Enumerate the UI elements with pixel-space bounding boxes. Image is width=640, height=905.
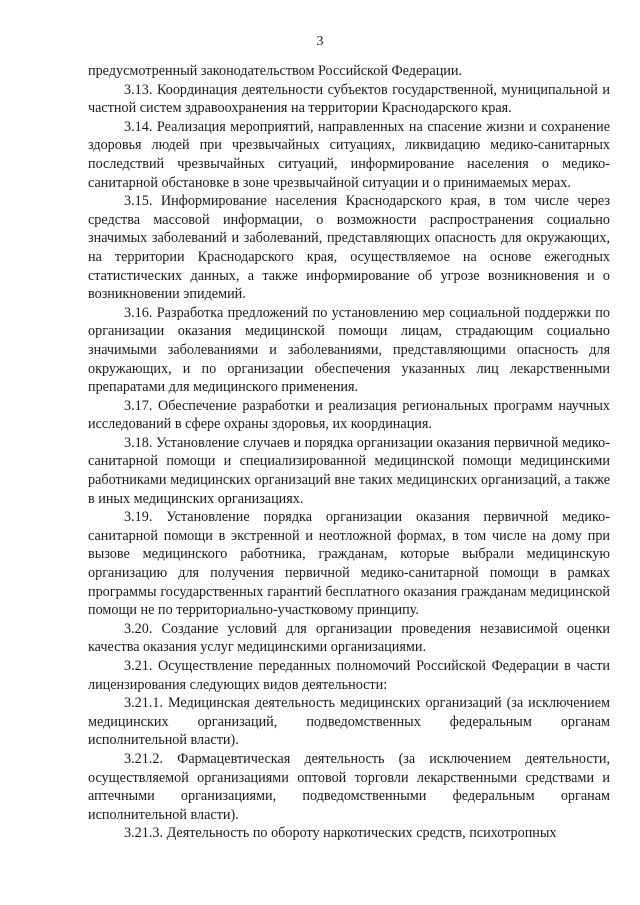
paragraph-3-21-3: 3.21.3. Деятельность по обороту наркотических средств, психотропных: [124, 825, 557, 842]
paragraph-3-18: 3.18. Установление случаев и порядка организации оказания первичной медико-санитарной помощи и специализированной медицинской помощи медицинскими работниками медицинских организаций вне таких медицинских организаций, а также в иных медицинских организациях.: [88, 434, 610, 507]
paragraph-3-17: 3.17. Обеспечение разработки и реализация региональных программ научных исследований в сфере охраны здоровья, их координация.: [88, 397, 610, 433]
paragraph-3-20: 3.20. Создание условий для организации проведения независимой оценки качества оказания услуг медицинскими организациями.: [88, 620, 610, 656]
paragraph-3-16: 3.16. Разработка предложений по установлению мер социальной поддержки по организации оказания медицинской помощи лицам, страдающим социально значимыми заболеваниями и заболеваниями, представляющими опасность для окружающих, и по организации обеспечения указанных лиц лекарственными препаратами для медицинского применения.: [88, 304, 610, 396]
paragraph-3-19: 3.19. Установление порядка организации оказания первичной медико-санитарной помощи в экстренной и неотложной формах, в том числе на дому при вызове медицинского работника, гражданам, которые выбрали медицинскую организацию для получения первичной медико-санитарной помощи в рамках программы государственных гарантий бесплатного оказания гражданам медицинской помощи не по территориально-участковому принципу.: [88, 509, 610, 619]
paragraph-3-21: 3.21. Осуществление переданных полномочий Российской Федерации в части лицензирования следующих видов деятельности:: [88, 658, 610, 693]
paragraph-3-14: 3.14. Реализация мероприятий, направленных на спасение жизни и сохранение здоровья людей при чрезвычайных ситуациях, ликвидацию медико-санитарных последствий чрезвычайных ситуаций, информирование населения о медико-санитарной обстановке в зоне чрезвычайной ситуации и о принимаемых мерах.: [88, 118, 610, 191]
page-number: 3: [316, 34, 324, 49]
paragraph-3-13: 3.13. Координация деятельности субъектов государственной, муниципальной и частной систем здравоохранения на территории Краснодарского края.: [88, 81, 610, 117]
paragraph-3-15: 3.15. Информирование населения Краснодарского края, в том числе через средства массовой информации, о возможности распространения социально значимых заболеваний и заболеваний, представляющих опасность для окружающих, на территории Краснодарского края, осуществляемое на основе ежегодных статистических данных, а также информирование об угрозе возникновения и о возникновении эпидемий.: [88, 193, 610, 303]
paragraph-continuation: предусмотренный законодательством Российской Федерации.: [88, 63, 463, 79]
document-body: [88, 62, 610, 843]
paragraph-3-21-2: 3.21.2. Фармацевтическая деятельность (за исключением деятельности, осуществляемой организациями оптовой торговли лекарственными средствами и аптечными организациями, подведомственными федеральным органам исполнительной власти).: [88, 750, 610, 823]
paragraph-3-21-1: 3.21.1. Медицинская деятельность медицинских организаций (за исключением медицинских организаций, подведомственных федеральным органам исполнительной власти).: [88, 695, 610, 749]
